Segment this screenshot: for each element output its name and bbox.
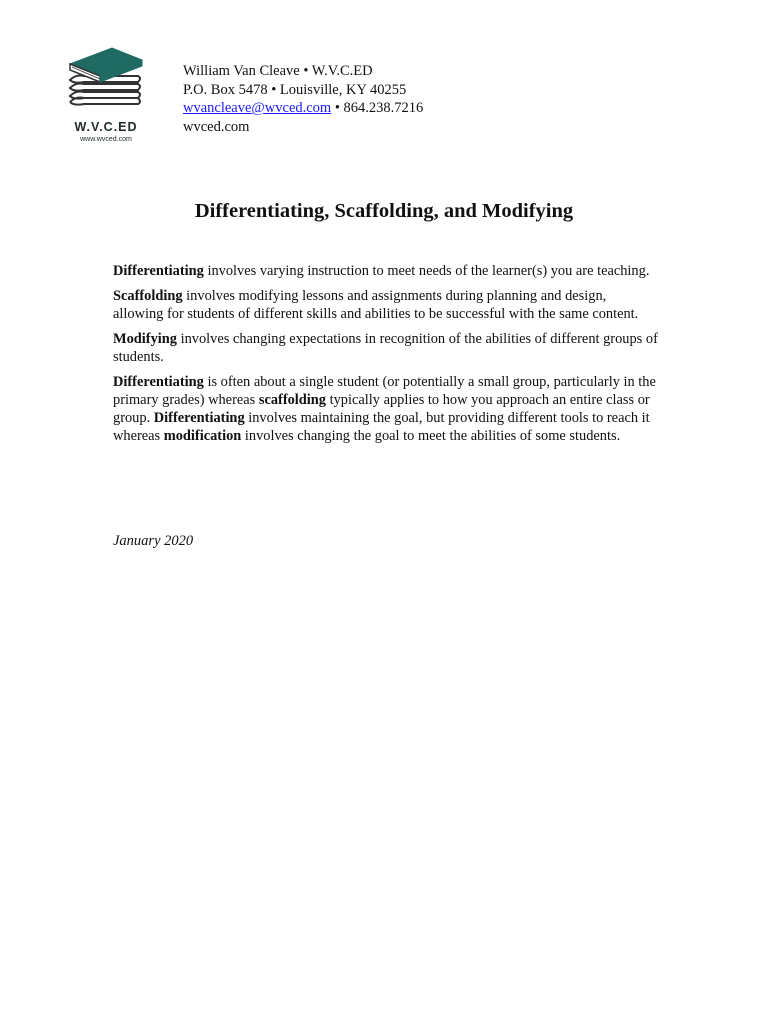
logo-url: www.wvced.com	[80, 136, 132, 143]
paragraph-text: involves modifying lessons and assignments during planning and design, allowing for students of different skills and abilities to be successful with the same content.	[113, 288, 639, 322]
website-text: wvced.com	[183, 118, 250, 135]
paragraph-text: involves changing the goal to meet the abilities of some students.	[241, 428, 621, 444]
term-bold: modification	[163, 428, 242, 444]
paragraph-comparison	[113, 373, 658, 445]
letterhead-address	[183, 62, 423, 136]
document-title: Differentiating, Scaffolding, and Modifying	[194, 200, 574, 222]
email-link[interactable]: wvancleave@wvced.com	[183, 100, 332, 116]
term-bold: Scaffolding	[113, 288, 183, 304]
term-bold: Differentiating	[153, 410, 245, 426]
book-stack-icon	[66, 44, 146, 120]
term-bold: scaffolding	[258, 392, 327, 408]
address-line-name: William Van Cleave • W.V.C.ED	[183, 63, 373, 79]
paragraph-text: involves maintaining the goal, but providing different tools to reach it whereas	[113, 410, 650, 444]
paragraph-differentiating	[113, 262, 658, 280]
logo-name: W.V.C.ED	[74, 120, 138, 134]
address-line-contact	[183, 99, 423, 118]
address-line-postal: P.O. Box 5478 • Louisville, KY 40255	[183, 81, 407, 98]
paragraph-text: typically applies to how you approach an entire class or group.	[113, 392, 650, 426]
paragraph-scaffolding	[113, 287, 658, 323]
wvced-logo	[66, 44, 146, 148]
term-bold: Differentiating	[113, 374, 204, 390]
phone-number: • 864.238.7216	[331, 100, 424, 116]
term-bold: Modifying	[113, 331, 177, 347]
paragraph-text: involves varying instruction to meet needs of the learner(s) you are teaching.	[203, 263, 650, 279]
paragraph-modifying	[113, 330, 658, 366]
paragraph-text: is often about a single student (or potentially a small group, particularly in the primary grades) whereas	[113, 374, 656, 408]
paragraph-text: involves changing expectations in recognition of the abilities of different groups of students.	[113, 331, 658, 365]
document-date: January 2020	[113, 533, 194, 549]
term-bold: Differentiating	[113, 263, 204, 279]
document-body	[113, 262, 658, 452]
